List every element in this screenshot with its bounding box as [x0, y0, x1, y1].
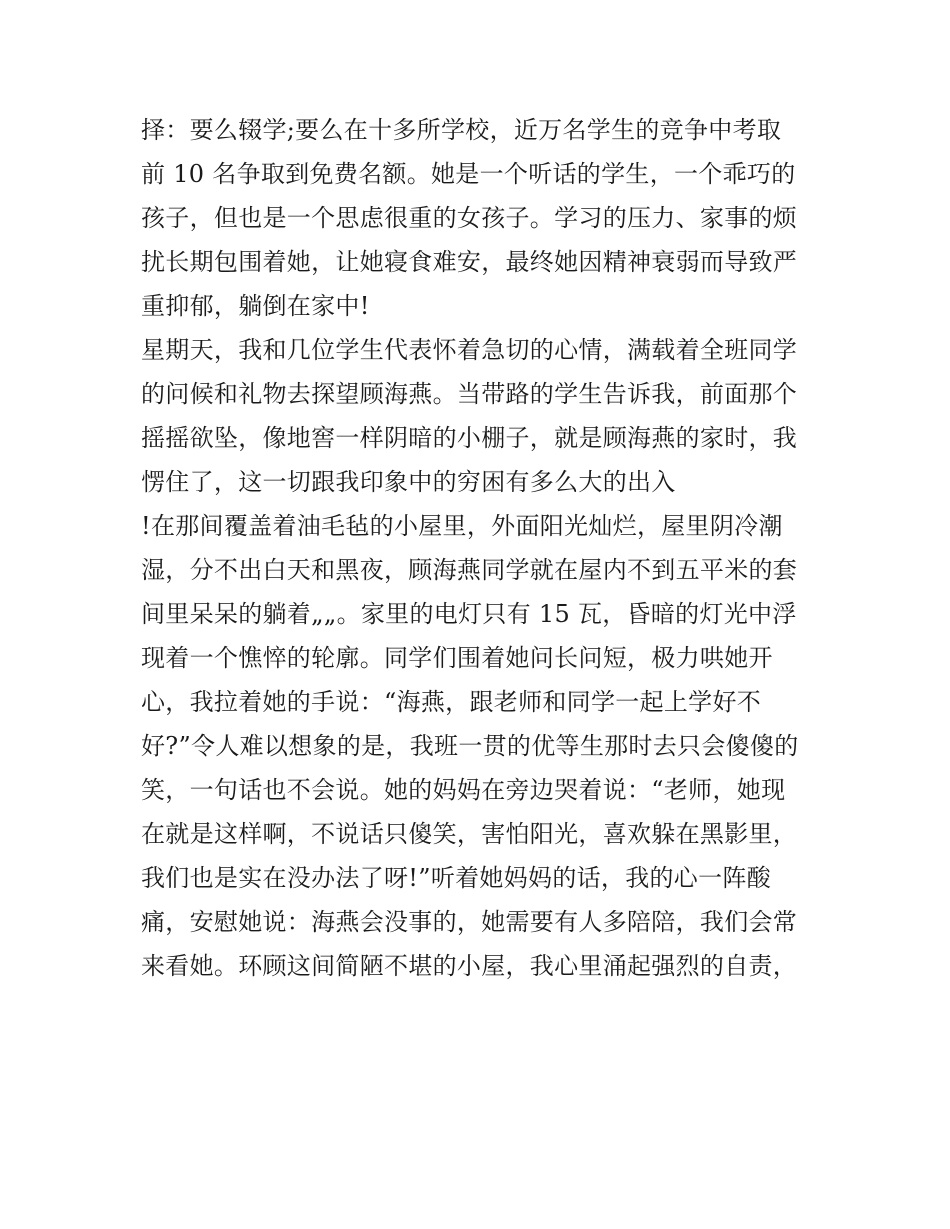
text-line: 痛，安慰她说：海燕会没事的，她需要有人多陪陪，我们会常 [141, 908, 798, 936]
text-line: 重抑郁，躺倒在家中! [141, 292, 370, 320]
text-line: 我们也是实在没办法了呀!”听着她妈妈的话，我的心一阵酸 [141, 864, 772, 892]
body-text [141, 108, 821, 988]
text-line: 来看她。环顾这间简陋不堪的小屋，我心里涌起强烈的自责， [141, 952, 798, 980]
text-line: 前 10 名争取到免费名额。她是一个听话的学生，一个乖巧的 [141, 160, 796, 188]
text-line: 愣住了，这一切跟我印象中的穷困有多么大的出入 [141, 468, 676, 496]
text-line: 的问候和礼物去探望顾海燕。当带路的学生告诉我，前面那个 [141, 380, 798, 408]
text-line: 在就是这样啊，不说话只傻笑，害怕阳光，喜欢躲在黑影里， [141, 820, 798, 848]
text-line: 间里呆呆的躺着„„。家里的电灯只有 15 瓦，昏暗的灯光中浮 [141, 600, 797, 628]
text-line: 心，我拉着她的手说：“海燕，跟老师和同学一起上学好不 [141, 688, 762, 716]
text-line: 好?”令人难以想象的是，我班一贯的优等生那时去只会傻傻的 [141, 732, 799, 760]
text-line: !在那间覆盖着油毛毡的小屋里，外面阳光灿烂，屋里阴冷潮 [141, 512, 783, 540]
text-line: 择：要么辍学;要么在十多所学校，近万名学生的竞争中考取 [141, 116, 782, 144]
text-line: 星期天，我和几位学生代表怀着急切的心情，满载着全班同学 [141, 336, 798, 364]
text-line: 摇摇欲坠，像地窖一样阴暗的小棚子，就是顾海燕的家时，我 [141, 424, 798, 452]
text-line: 孩子，但也是一个思虑很重的女孩子。学习的压力、家事的烦 [141, 204, 798, 232]
text-line: 扰长期包围着她，让她寝食难安，最终她因精神衰弱而导致严 [141, 248, 798, 276]
text-line: 现着一个憔悴的轮廓。同学们围着她问长问短，极力哄她开 [141, 644, 773, 672]
text-line: 笑，一句话也不会说。她的妈妈在旁边哭着说：“老师，她现 [141, 776, 786, 804]
text-line: 湿，分不出白天和黑夜，顾海燕同学就在屋内不到五平米的套 [141, 556, 798, 584]
